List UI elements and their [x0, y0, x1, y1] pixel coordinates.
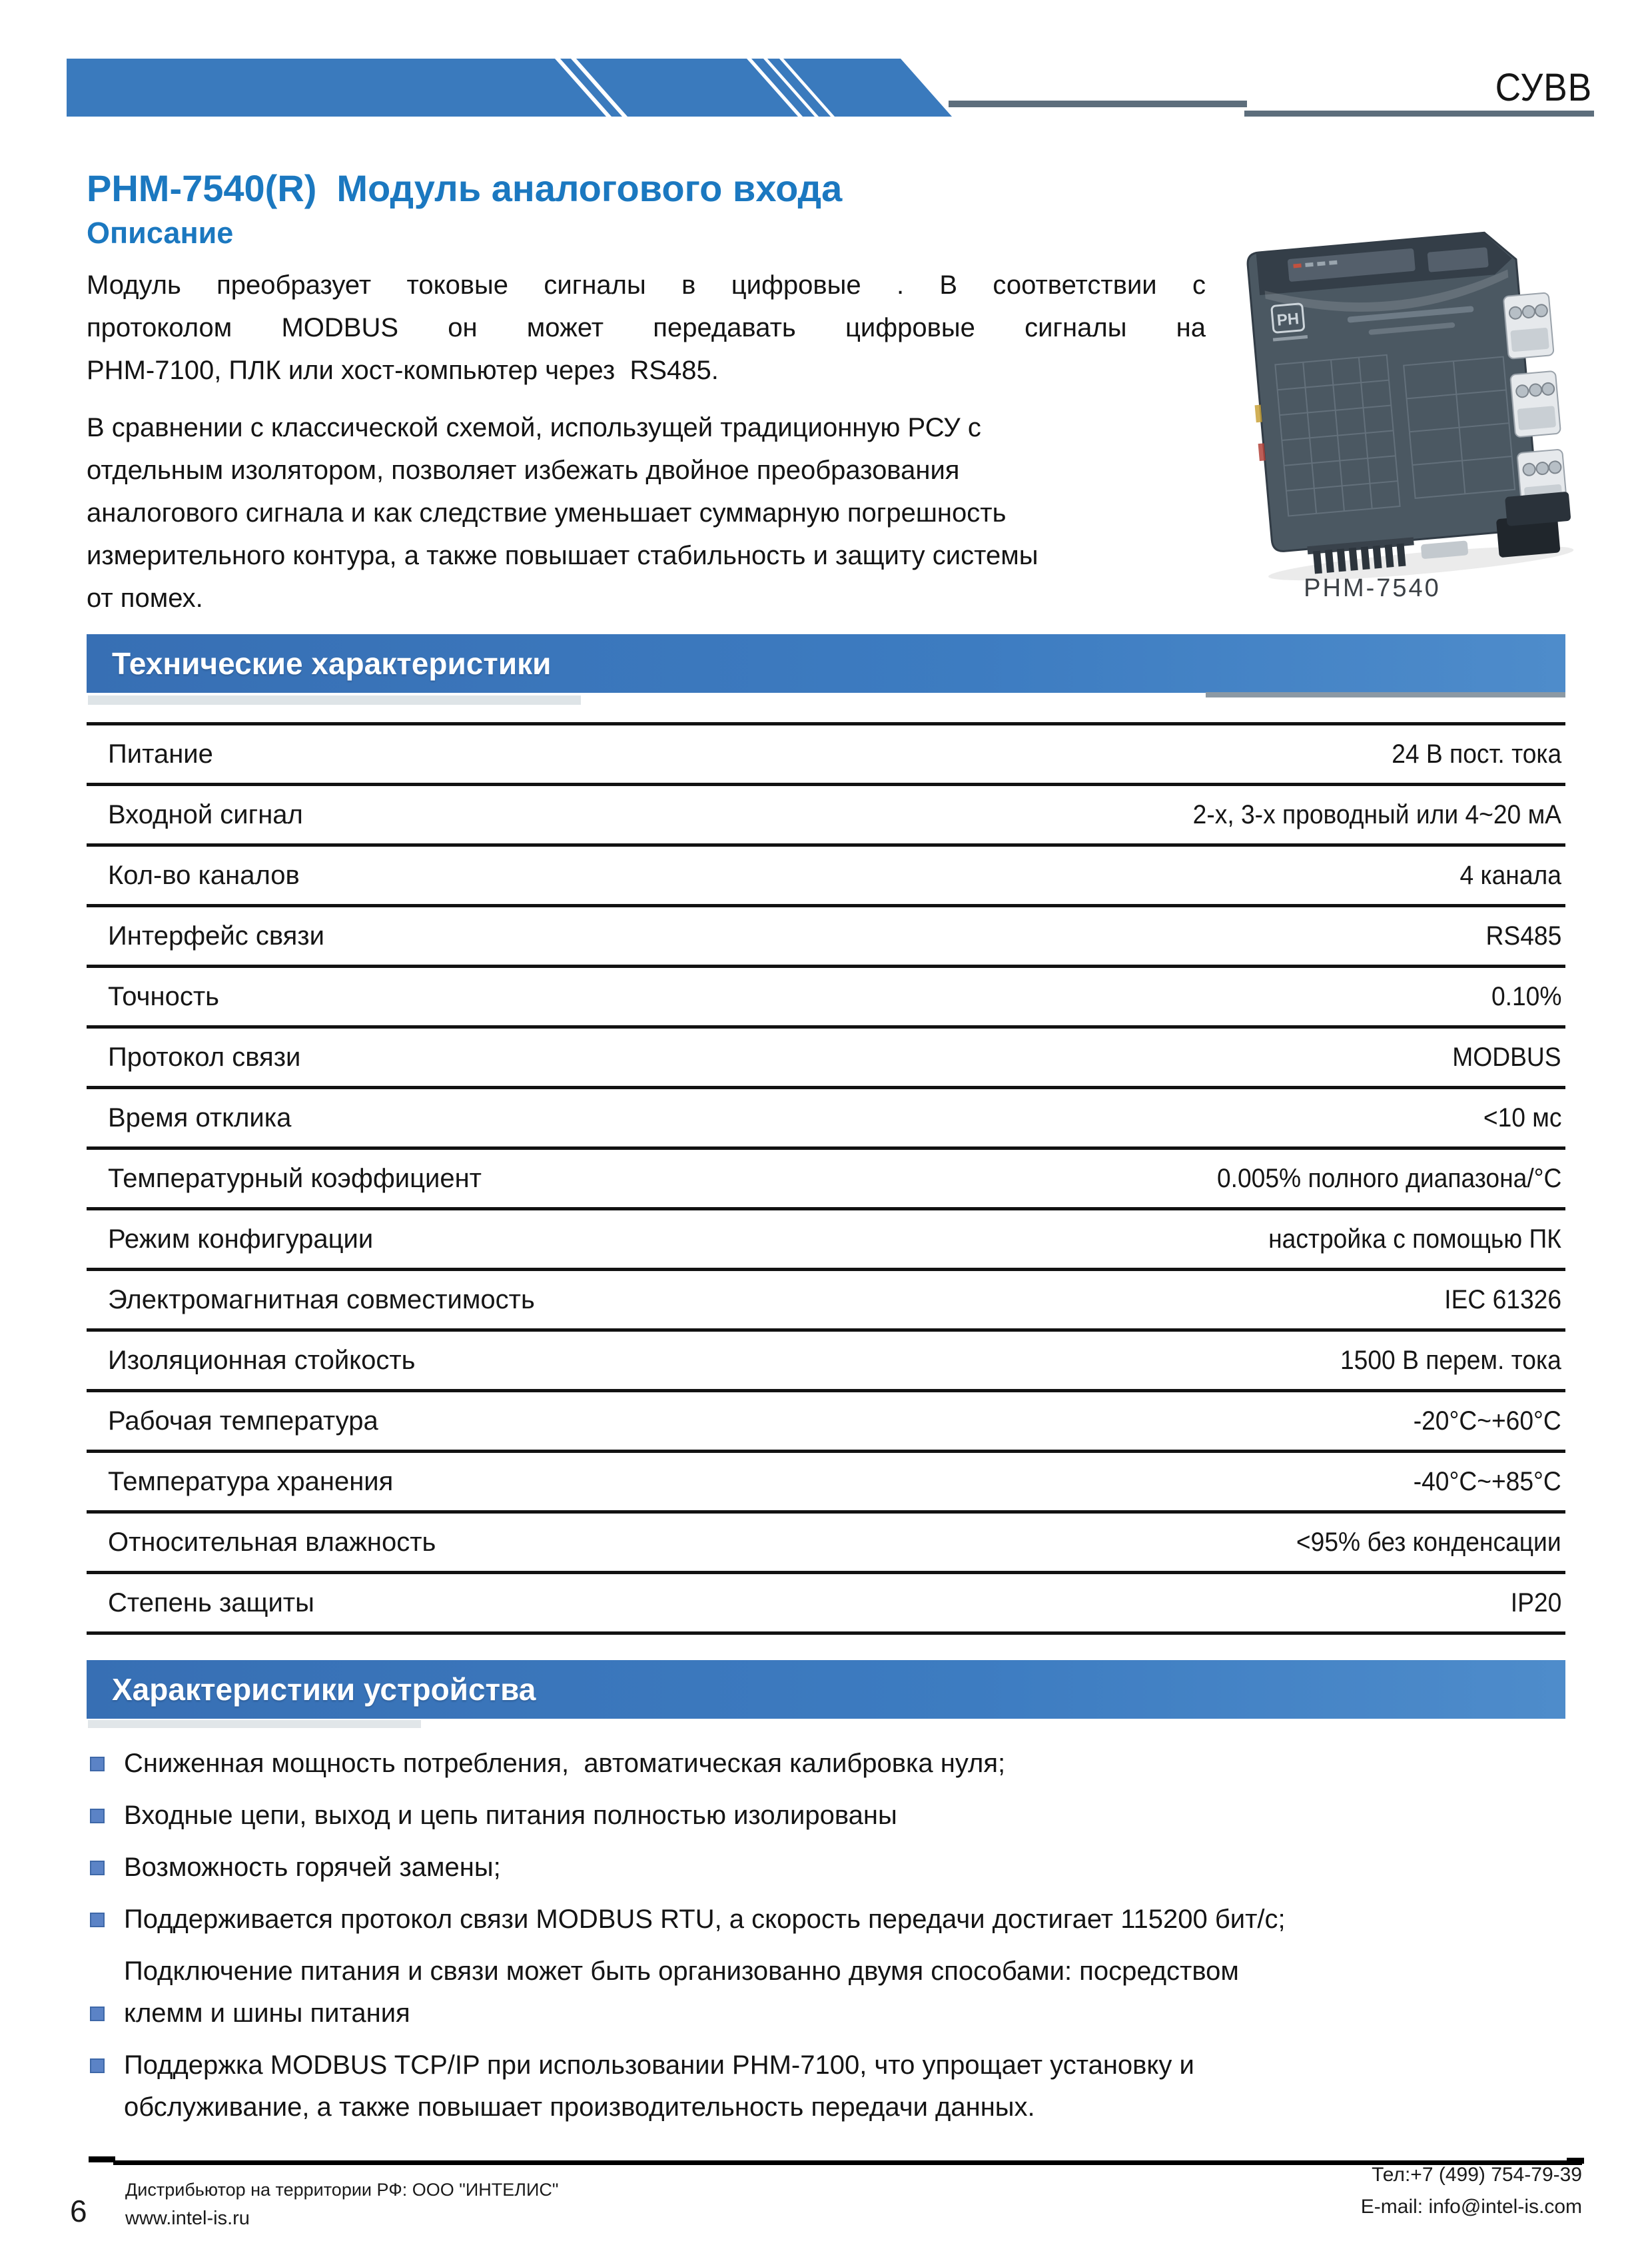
table-row — [87, 1510, 1565, 1571]
table-row — [87, 1086, 1565, 1146]
header-rule-right — [1244, 111, 1594, 117]
footer-rule-endcap — [1567, 2158, 1584, 2164]
spec-label: Питание — [108, 739, 213, 769]
table-row — [87, 1146, 1565, 1207]
list-item: клемм и шины питания — [87, 1993, 1619, 2034]
product-model: PHM-7540(R) — [87, 167, 317, 209]
description-line: аналогового сигнала и как следствие уменьшает суммарную погрешность — [87, 498, 1007, 528]
spec-label: Изоляционная стойкость — [108, 1345, 416, 1375]
spec-value: IP20 — [1510, 1587, 1561, 1617]
list-item: Возможность горячей замены; — [87, 1847, 1619, 1889]
spec-label: Режим конфигурации — [108, 1224, 374, 1254]
description-paragraph-1 — [87, 264, 1212, 392]
spec-label: Температурный коэффициент — [108, 1163, 482, 1193]
bullet-square-icon — [90, 1757, 105, 1771]
list-item-continuation: обслуживание, а также повышает производительность передачи данных. — [124, 2092, 1035, 2122]
bullet-square-icon — [90, 1913, 105, 1927]
spec-value: 4 канала — [1459, 860, 1561, 890]
spec-value: IEC 61326 — [1444, 1284, 1561, 1314]
features-section-banner — [87, 1660, 1565, 1719]
header-rule-left — [949, 101, 1247, 107]
table-row — [87, 1025, 1565, 1086]
bullet-square-icon — [90, 1809, 105, 1823]
description-paragraph-2 — [87, 406, 1212, 620]
table-row — [87, 1571, 1565, 1631]
spec-value: <95% без конденсации — [1296, 1527, 1561, 1557]
spec-value: <10 мс — [1483, 1103, 1561, 1132]
table-row — [87, 843, 1565, 904]
list-item: Входные цепи, выход и цепь питания полностью изолированы — [87, 1795, 1619, 1837]
spec-value: -40°C~+85°C — [1413, 1466, 1561, 1496]
table-row — [87, 1450, 1565, 1510]
table-row — [87, 722, 1565, 783]
table-row — [87, 783, 1565, 843]
specs-section-title: Технические характеристики — [112, 646, 552, 681]
description-line: протоколом MODBUS он может передавать цифровые сигналы на — [87, 313, 1206, 342]
spec-value: -20°C~+60°C — [1413, 1406, 1561, 1436]
bullet-square-icon — [90, 2058, 105, 2073]
header-banner — [67, 59, 959, 117]
distributor-text: Дистрибьютор на территории РФ: ООО "ИНТЕЛИС" — [125, 2180, 559, 2200]
spec-value: 0.10% — [1491, 981, 1561, 1011]
specs-table — [87, 722, 1565, 1635]
spec-value: 0.005% полного диапазона/°C — [1216, 1163, 1561, 1193]
spec-value: RS485 — [1485, 921, 1561, 951]
spec-label: Входной сигнал — [108, 799, 303, 829]
spec-value: настройка с помощью ПК — [1268, 1224, 1561, 1254]
product-photo — [1199, 192, 1619, 592]
page-title — [87, 167, 842, 210]
spec-label: Относительная влажность — [108, 1527, 436, 1557]
table-row — [87, 1328, 1565, 1389]
bullet-square-icon — [90, 2007, 105, 2021]
spec-label: Протокол связи — [108, 1042, 301, 1072]
product-caption: PHM-7540 — [1304, 574, 1441, 602]
page-number: 6 — [70, 2194, 87, 2228]
brand-logo: СУВВ — [1495, 66, 1592, 109]
features-list — [87, 1743, 1619, 2128]
spec-label: Степень защиты — [108, 1587, 314, 1617]
bullet-square-icon — [90, 1861, 105, 1875]
spec-value: 24 В пост. тока — [1392, 739, 1561, 769]
specs-section-banner — [87, 634, 1565, 693]
spec-value: 1500 В перем. тока — [1340, 1345, 1561, 1375]
phone-number: Тел:+7 (499) 754-79-39 — [1372, 2164, 1582, 2186]
table-row — [87, 1389, 1565, 1450]
spec-label: Температура хранения — [108, 1466, 394, 1496]
list-item: Поддерживается протокол связи MODBUS RTU, а скорость передачи достигает 115200 бит/с; — [87, 1899, 1619, 1941]
list-item-continuation: Подключение питания и связи может быть организованно двумя способами: посредством — [124, 1957, 1239, 1986]
website-link[interactable]: www.intel-is.ru — [125, 2208, 250, 2229]
svg-text:PH: PH — [1276, 310, 1300, 330]
spec-label: Интерфейс связи — [108, 921, 324, 951]
description-line: Модуль преобразует токовые сигналы в цифровые . В соответствии с — [87, 270, 1206, 300]
spec-value: MODBUS — [1452, 1042, 1561, 1072]
spec-label: Электромагнитная совместимость — [108, 1284, 535, 1314]
features-section-title: Характеристики устройства — [112, 1672, 536, 1707]
description-line: В сравнении с классической схемой, использущей традиционную РСУ с — [87, 413, 981, 442]
list-item: Сниженная мощность потребления, автоматическая калибровка нуля; — [87, 1743, 1619, 1785]
product-name: Модуль аналогового входа — [336, 167, 843, 209]
description-line: от помех. — [87, 584, 203, 613]
description-line: PHM-7100, ПЛК или хост-компьютер через RS485. — [87, 356, 719, 385]
table-row — [87, 965, 1565, 1025]
description-line: отдельным изолятором, позволяет избежать двойное преобразования — [87, 456, 960, 485]
description-heading: Описание — [87, 216, 234, 250]
spec-label: Точность — [108, 981, 220, 1011]
spec-label: Время отклика — [108, 1103, 292, 1132]
email-link[interactable]: E-mail: info@intel-is.com — [1360, 2196, 1582, 2218]
footer-rule — [113, 2160, 1582, 2165]
spec-label: Кол-во каналов — [108, 860, 300, 890]
table-row — [87, 1268, 1565, 1328]
description-line: измерительного контура, а также повышает стабильность и защиту системы — [87, 541, 1038, 570]
table-row — [87, 904, 1565, 965]
spec-value: 2-х, 3-х проводный или 4~20 мА — [1192, 799, 1561, 829]
footer-rule-endcap — [89, 2156, 115, 2162]
spec-label: Рабочая температура — [108, 1406, 378, 1436]
table-row — [87, 1207, 1565, 1268]
list-item: Поддержка MODBUS TCP/IP при использовании PHM-7100, что упрощает установку и — [87, 2044, 1619, 2086]
